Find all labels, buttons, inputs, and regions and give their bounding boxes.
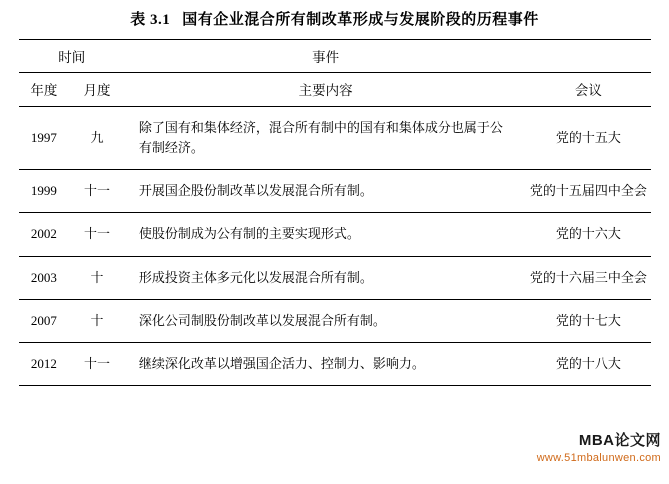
column-header-month: 月度: [69, 73, 125, 107]
cell-meeting: 党的十七大: [526, 299, 650, 342]
column-header-meeting: 会议: [526, 73, 650, 107]
table-row: [19, 342, 651, 385]
table-caption: [0, 0, 669, 39]
cell-content: 深化公司制股份制改革以发展混合所有制。: [125, 299, 526, 342]
cell-content: 开展国企股份制改革以发展混合所有制。: [125, 170, 526, 213]
table-row: [19, 213, 651, 256]
cell-content: 使股份制成为公有制的主要实现形式。: [125, 213, 526, 256]
cell-year: 2007: [19, 299, 70, 342]
cell-year: 2002: [19, 213, 70, 256]
table-row: [19, 299, 651, 342]
history-events-table: [19, 39, 651, 386]
cell-month: 十: [69, 256, 125, 299]
cell-month: 十: [69, 299, 125, 342]
cell-meeting: 党的十六大: [526, 213, 650, 256]
watermark: [537, 429, 661, 464]
cell-month: 十一: [69, 213, 125, 256]
watermark-title: MBA论文网: [578, 432, 661, 449]
cell-year: 1997: [19, 107, 70, 170]
cell-month: 九: [69, 107, 125, 170]
cell-meeting: 党的十八大: [526, 342, 650, 385]
group-header-spacer: [526, 40, 650, 73]
cell-content: 继续深化改革以增强国企活力、控制力、影响力。: [125, 342, 526, 385]
group-header-event: 事件: [125, 40, 526, 73]
cell-year: 2012: [19, 342, 70, 385]
table-caption-text: 国有企业混合所有制改革形成与发展阶段的历程事件: [182, 12, 539, 28]
cell-meeting: 党的十五届四中全会: [526, 170, 650, 213]
cell-year: 1999: [19, 170, 70, 213]
table-row: [19, 170, 651, 213]
table-row: [19, 107, 651, 170]
cell-month: 十一: [69, 342, 125, 385]
cell-year: 2003: [19, 256, 70, 299]
cell-content: 除了国有和集体经济，混合所有制中的国有和集体成分也属于公有制经济。: [125, 107, 526, 170]
table-caption-number: 表 3.1: [130, 12, 171, 28]
table-group-header-row: [19, 40, 651, 73]
column-header-year: 年度: [19, 73, 70, 107]
cell-month: 十一: [69, 170, 125, 213]
cell-meeting: 党的十五大: [526, 107, 650, 170]
table-column-header-row: [19, 73, 651, 107]
group-header-time: 时间: [19, 40, 125, 73]
cell-meeting: 党的十六届三中全会: [526, 256, 650, 299]
column-header-content: 主要内容: [125, 73, 526, 107]
table-row: [19, 256, 651, 299]
cell-content: 形成投资主体多元化以发展混合所有制。: [125, 256, 526, 299]
watermark-url: www.51mbalunwen.com: [536, 452, 661, 464]
